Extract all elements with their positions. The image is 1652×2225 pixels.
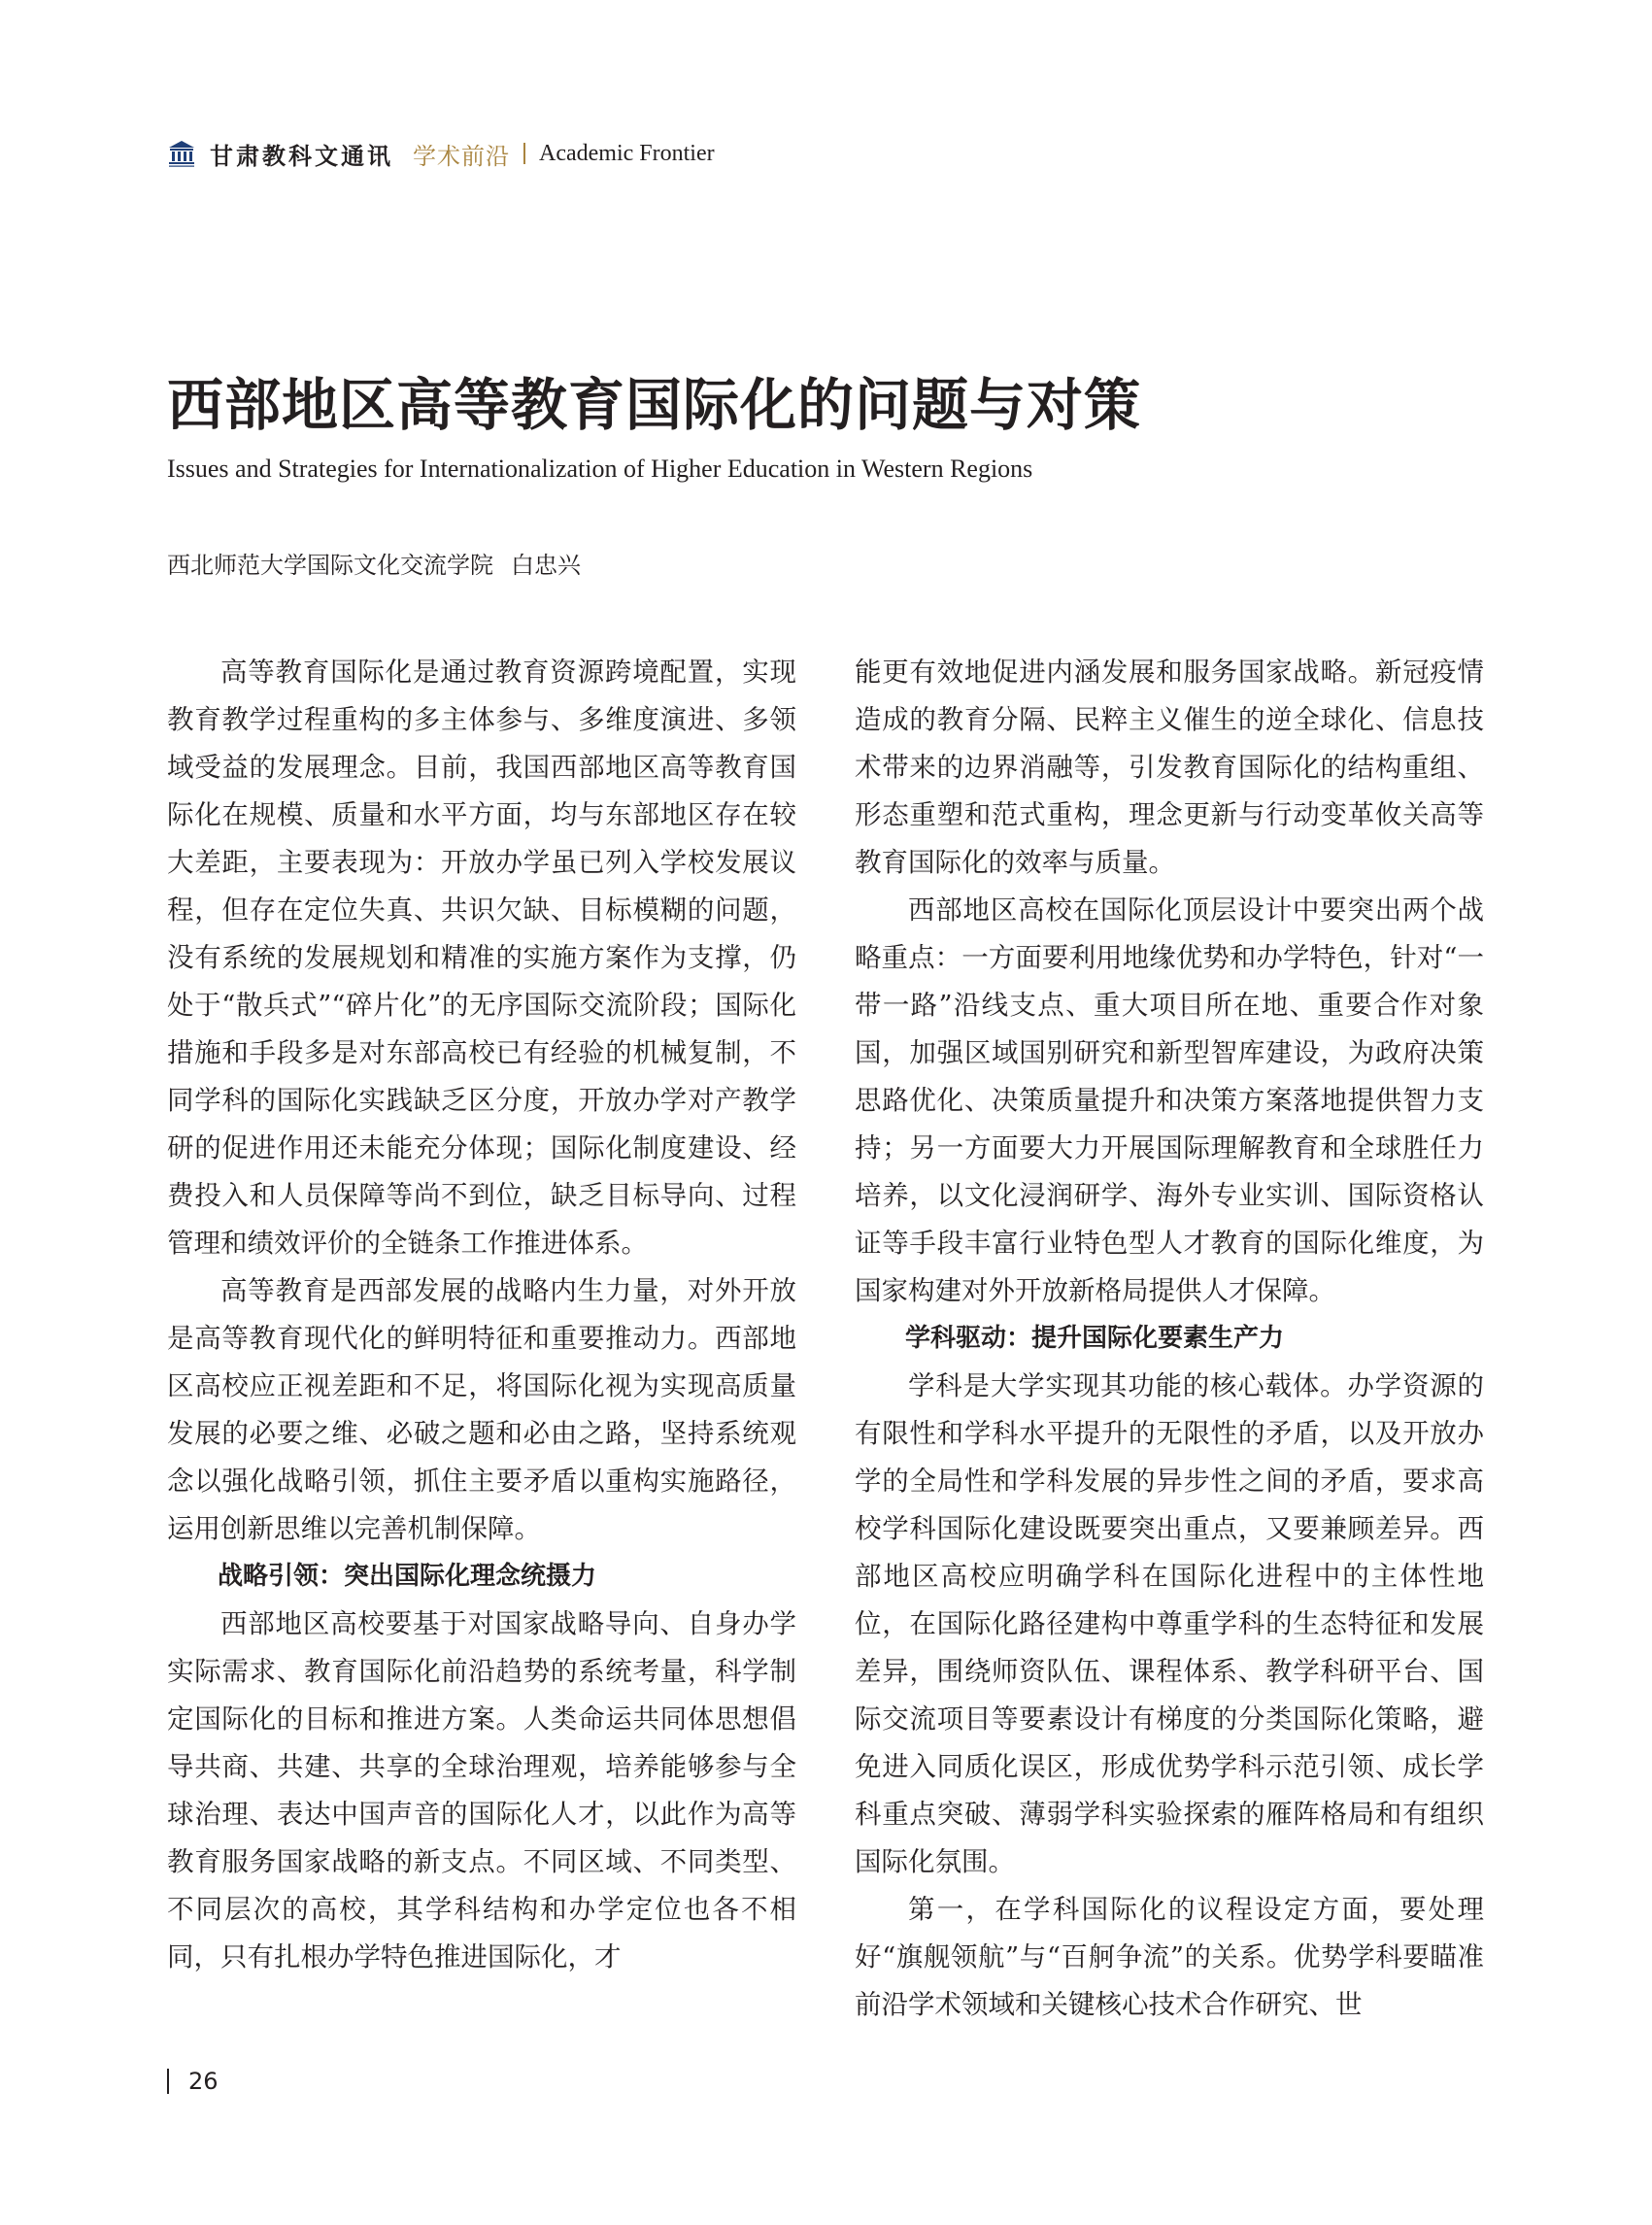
author-line xyxy=(167,546,581,580)
article-title: 西部地区高等教育国际化的问题与对策 xyxy=(167,372,1142,438)
paragraph: 学科是大学实现其功能的核心载体。办学资源的有限性和学科水平提升的无限性的矛盾，以及开放办学的全局性和学科发展的异步性之间的矛盾，要求高校学科国际化建设既要突出重点，又要兼顾差异。西部地区高校应明确学科在国际化进程中的主体性地位，在国际化路径建构中尊重学科的生态特征和发展差异，围绕师资队伍、课程体系、教学科研平台、国际交流项目等要素设计有梯度的分类国际化策略，避免进入同质化误区，形成优势学科示范引领、成长学科重点突破、薄弱学科实验探索的雁阵格局和有组织国际化氛围。 xyxy=(855,1370,1484,1877)
section-name-en: Academic Frontier xyxy=(539,140,715,166)
section-name-cn: 学术前沿 xyxy=(413,142,510,170)
institution-building-icon xyxy=(167,139,196,168)
paragraph: 西部地区高校在国际化顶层设计中要突出两个战略重点：一方面要利用地缘优势和办学特色，针对“一带一路”沿线支点、重大项目所在地、重要合作对象国，加强区域国别研究和新型智库建设，为政府决策思路优化、决策质量提升和决策方案落地提供智力支持；另一方面要大力开展国际理解教育和全球胜任力培养，以文化浸润研学、海外专业实训、国际资格认证等手段丰富行业特色型人才教育的国际化维度，为国家构建对外开放新格局提供人才保障。 xyxy=(855,894,1484,1306)
header-divider xyxy=(523,143,525,164)
paragraph: 西部地区高校要基于对国家战略导向、自身办学实际需求、教育国际化前沿趋势的系统考量，科学制定国际化的目标和推进方案。人类命运共同体思想倡导共商、共建、共享的全球治理观，培养能够参与全球治理、表达中国声音的国际化人才，以此作为高等教育服务国家战略的新支点。不同区域、不同类型、不同层次的高校，其学科结构和办学定位也各不相同，只有扎根办学特色推进国际化，才 xyxy=(167,1608,796,1972)
paragraph: 第一，在学科国际化的议程设定方面，要处理好“旗舰领航”与“百舸争流”的关系。优势学科要瞄准前沿学术领域和关键核心技术合作研究、世 xyxy=(855,1894,1484,2020)
section-heading: 战略引领：突出国际化理念统摄力 xyxy=(218,1562,597,1591)
body-column-right xyxy=(855,649,1484,2029)
paragraph: 高等教育国际化是通过教育资源跨境配置，实现教育教学过程重构的多主体参与、多维度演进、多领域受益的发展理念。目前，我国西部地区高等教育国际化在规模、质量和水平方面，均与东部地区存在较大差距，主要表现为：开放办学虽已列入学校发展议程，但存在定位失真、共识欠缺、目标模糊的问题，没有系统的发展规划和精准的实施方案作为支撑，仍处于“散兵式”“碎片化”的无序国际交流阶段；国际化措施和手段多是对东部高校已有经验的机械复制，不同学科的国际化实践缺乏区分度，开放办学对产教学研的促进作用还未能充分体现；国际化制度建设、经费投入和人员保障等尚不到位，缺乏目标导向、过程管理和绩效评价的全链条工作推进体系。 xyxy=(167,657,796,1259)
page-number: 26 xyxy=(188,2068,219,2095)
paragraph-continued: 能更有效地促进内涵发展和服务国家战略。新冠疫情造成的教育分隔、民粹主义催生的逆全球化、信息技术带来的边界消融等，引发教育国际化的结构重组、形态重塑和范式重构，理念更新与行动变革攸关高等教育国际化的效率与质量。 xyxy=(855,657,1484,878)
section-heading: 学科驱动：提升国际化要素生产力 xyxy=(905,1324,1285,1353)
author-affiliation: 西北师范大学国际文化交流学院 xyxy=(167,552,493,579)
journal-name: 甘肃教科文通讯 xyxy=(210,141,393,170)
paragraph: 高等教育是西部发展的战略内生力量，对外开放是高等教育现代化的鲜明特征和重要推动力。西部地区高校应正视差距和不足，将国际化视为实现高质量发展的必要之维、必破之题和必由之路，坚持系统观念以强化战略引领，抓住主要矛盾以重构实施路径，运用创新思维以完善机制保障。 xyxy=(167,1275,796,1544)
author-name: 白忠兴 xyxy=(511,552,581,579)
footer-divider xyxy=(167,2069,169,2094)
article-title-en: Issues and Strategies for Internationalization of Higher Education in Western Regions xyxy=(167,455,1033,483)
page-footer xyxy=(167,2067,219,2096)
body-column-left xyxy=(167,649,796,1981)
running-header xyxy=(167,134,715,173)
